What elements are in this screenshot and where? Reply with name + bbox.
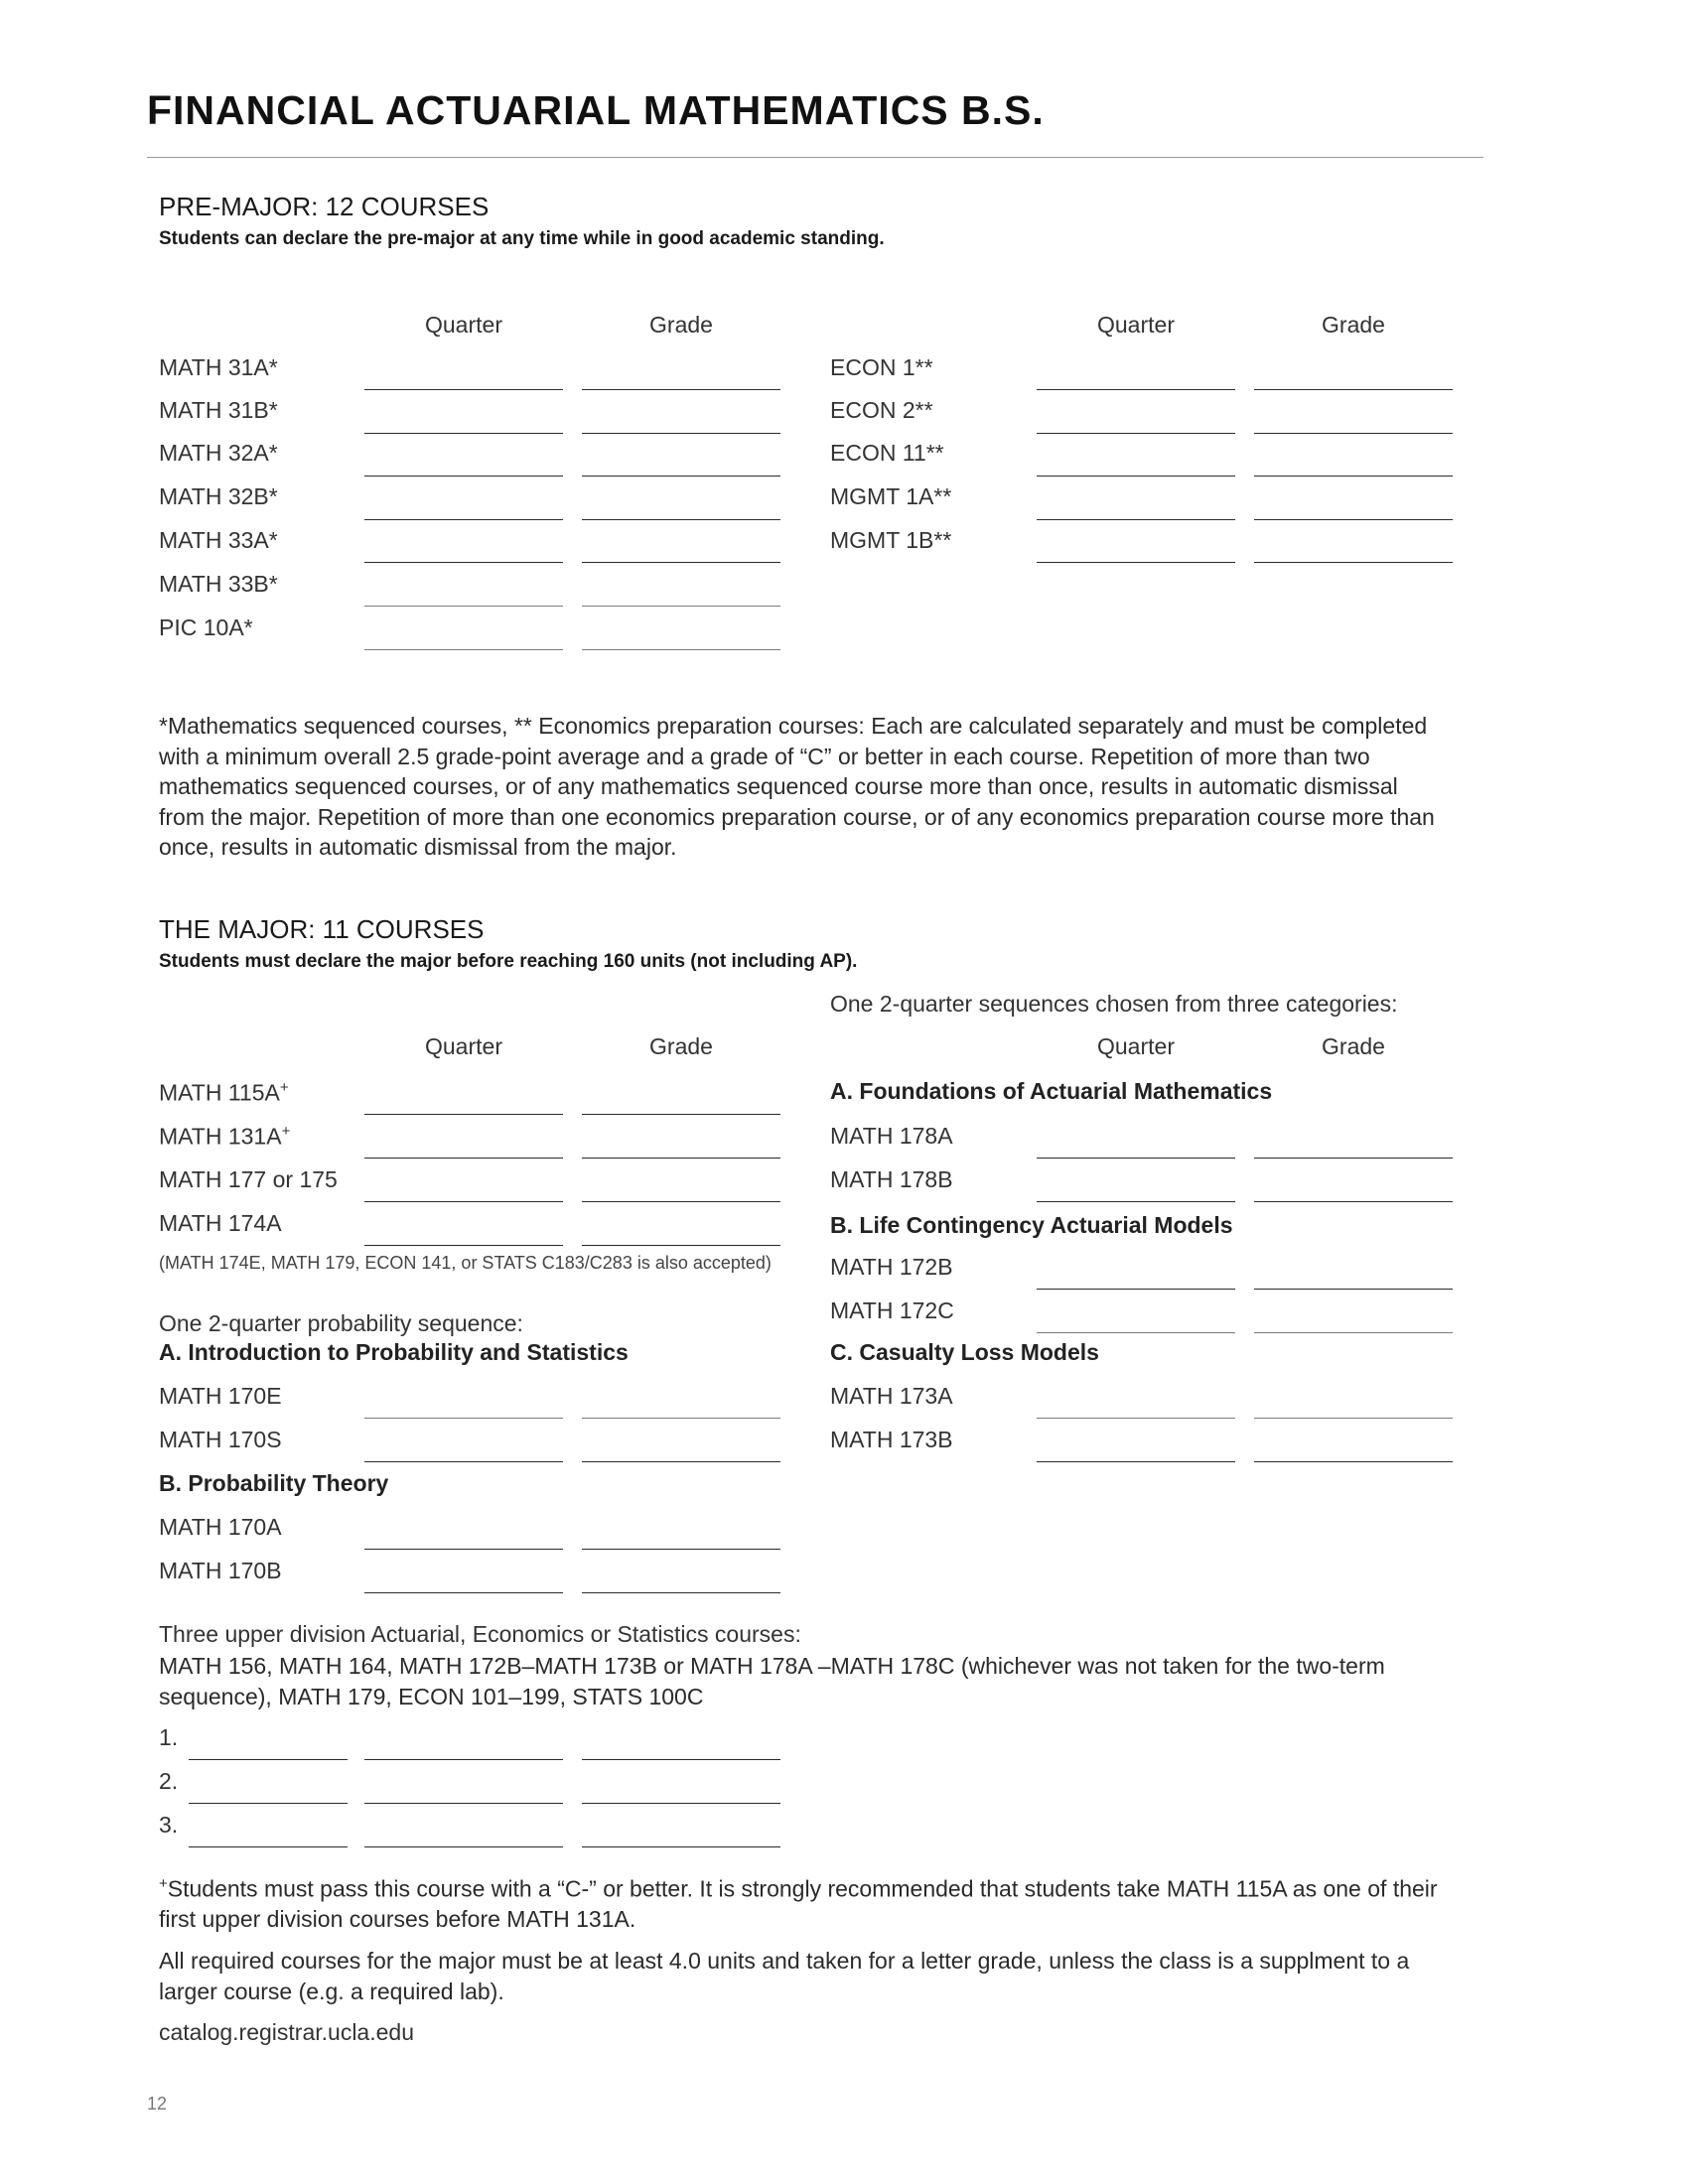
course-label: MATH 178A [830,1123,953,1149]
plus-footnote: +Students must pass this course with a “C-” or better. It is strongly recommended that students take MATH 115A as one of their first upper division courses before MATH 131A. [159,1875,1438,1933]
quarter-entry-line[interactable] [1037,519,1235,520]
premajor-note: *Mathematics sequenced courses, ** Economics preparation courses: Each are calculated separately and must be completed with a minimum overall 2.5 grade-point average and a grade of “C” or better in each course. Repetition of more than two mathematics sequenced courses, or of any mathematics sequenced course more than once, results in automatic dismissal from the major. Repetition of more than one economics preparation course, or of any economics preparation course more than once, results in automatic dismissal from the major. [159,713,1435,860]
quarter-entry-line[interactable] [1037,1201,1235,1202]
course-entry-line[interactable] [189,1846,348,1847]
quarter-entry-line[interactable] [1037,1332,1235,1333]
page-number: 12 [147,2094,168,2114]
grade-entry-line[interactable] [582,562,780,563]
quarter-entry-line[interactable] [1037,1289,1235,1290]
units-footnote: All required courses for the major must be at least 4.0 units and taken for a letter grade, unless the class is a supplment to a larger course (e.g. a required lab). [159,1948,1410,2004]
grade-entry-line[interactable] [582,649,780,650]
entry-number: 1. [159,1724,179,1750]
quarter-entry-line[interactable] [364,1759,563,1760]
course-label: MGMT 1B** [830,527,952,553]
course-label: MATH 173B [830,1427,953,1452]
title-divider [147,157,1483,158]
course-label: MATH 31A* [159,354,278,380]
grade-entry-line[interactable] [582,1759,780,1760]
grade-entry-line[interactable] [1254,1201,1453,1202]
course-label: MATH 33A* [159,527,278,553]
course-label: MATH 33B* [159,571,278,597]
course-label: MATH 170E [159,1383,282,1409]
quarter-entry-line[interactable] [364,1158,563,1159]
grade-entry-line[interactable] [582,1201,780,1202]
course-label: ECON 11** [830,440,944,466]
grade-entry-line[interactable] [1254,1158,1453,1159]
quarter-entry-line[interactable] [364,1803,563,1804]
course-label: MATH 32B* [159,483,278,509]
course-label: MATH 178B [830,1166,953,1192]
grade-entry-line[interactable] [1254,1461,1453,1462]
quarter-entry-line[interactable] [364,606,563,607]
quarter-entry-line[interactable] [364,389,563,390]
course-label: MATH 170S [159,1427,282,1452]
sequence-a-title: A. Foundations of Actuarial Mathematics [830,1078,1273,1104]
grade-entry-line[interactable] [582,476,780,477]
course-entry-line[interactable] [189,1803,348,1804]
quarter-entry-line[interactable] [364,1549,563,1550]
grade-entry-line[interactable] [1254,476,1453,477]
grade-entry-line[interactable] [1254,1418,1453,1419]
premajor-quarter-header-left: Quarter [425,312,502,338]
premajor-grade-header-right: Grade [1322,312,1385,338]
sequence-c-title: C. Casualty Loss Models [830,1339,1099,1365]
quarter-entry-line[interactable] [364,1201,563,1202]
grade-entry-line[interactable] [582,1461,780,1462]
course-label: MATH 131A+ [159,1123,291,1150]
premajor-quarter-header-right: Quarter [1097,312,1175,338]
grade-entry-line[interactable] [1254,519,1453,520]
grade-entry-line[interactable] [1254,1332,1453,1333]
course-label: MATH 177 or 175 [159,1166,338,1192]
quarter-entry-line[interactable] [364,433,563,434]
course-label: MGMT 1A** [830,483,952,509]
catalog-url[interactable]: catalog.registrar.ucla.edu [159,2019,414,2045]
course-label: ECON 2** [830,397,933,423]
probability-a-title: A. Introduction to Probability and Statistics [159,1339,629,1365]
major-grade-header-right: Grade [1322,1033,1385,1059]
major-quarter-header-right: Quarter [1097,1033,1175,1059]
course-label: MATH 32A* [159,440,278,466]
major-quarter-header-left: Quarter [425,1033,502,1059]
grade-entry-line[interactable] [582,1592,780,1593]
course-label: MATH 172B [830,1254,953,1280]
grade-entry-line[interactable] [1254,1289,1453,1290]
grade-entry-line[interactable] [582,1846,780,1847]
course-label: PIC 10A* [159,614,253,640]
grade-entry-line[interactable] [582,1158,780,1159]
quarter-entry-line[interactable] [364,1592,563,1593]
course-label: MATH 170A [159,1514,282,1540]
quarter-entry-line[interactable] [364,1418,563,1419]
premajor-grade-header-left: Grade [649,312,713,338]
quarter-entry-line[interactable] [364,562,563,563]
sequence-intro: One 2-quarter sequences chosen from three categories: [830,991,1398,1017]
grade-entry-line[interactable] [582,1245,780,1246]
course-label: MATH 115A+ [159,1079,289,1106]
entry-number: 3. [159,1812,179,1838]
grade-entry-line[interactable] [1254,562,1453,563]
grade-entry-line[interactable] [582,1549,780,1550]
sequence-b-title: B. Life Contingency Actuarial Models [830,1212,1233,1238]
core-alternatives-note: (MATH 174E, MATH 179, ECON 141, or STATS C183/C283 is also accepted) [159,1253,772,1273]
quarter-entry-line[interactable] [364,1114,563,1115]
major-heading: THE MAJOR: 11 COURSES [159,914,485,944]
major-subheading: Students must declare the major before reaching 160 units (not including AP). [159,951,858,972]
grade-entry-line[interactable] [582,1114,780,1115]
quarter-entry-line[interactable] [1037,389,1235,390]
quarter-entry-line[interactable] [364,1461,563,1462]
upper-division-intro: Three upper division Actuarial, Economics or Statistics courses: [159,1621,801,1647]
grade-entry-line[interactable] [1254,433,1453,434]
quarter-entry-line[interactable] [1037,1461,1235,1462]
course-entry-line[interactable] [189,1759,348,1760]
course-label: ECON 1** [830,354,933,380]
quarter-entry-line[interactable] [1037,433,1235,434]
premajor-subheading: Students can declare the pre-major at any time while in good academic standing. [159,228,885,249]
page-title: FINANCIAL ACTUARIAL MATHEMATICS B.S. [147,87,1045,133]
probability-intro: One 2-quarter probability sequence: [159,1310,523,1336]
course-label: MATH 31B* [159,397,278,423]
premajor-heading: PRE-MAJOR: 12 COURSES [159,192,490,221]
quarter-entry-line[interactable] [1037,1158,1235,1159]
course-label: MATH 173A [830,1383,953,1409]
grade-entry-line[interactable] [582,389,780,390]
course-label: MATH 170B [159,1558,282,1583]
grade-entry-line[interactable] [1254,389,1453,390]
quarter-entry-line[interactable] [364,649,563,650]
quarter-entry-line[interactable] [1037,1418,1235,1419]
quarter-entry-line[interactable] [364,1245,563,1246]
entry-number: 2. [159,1768,179,1794]
probability-b-title: B. Probability Theory [159,1470,389,1496]
quarter-entry-line[interactable] [1037,476,1235,477]
quarter-entry-line[interactable] [364,1846,563,1847]
grade-entry-line[interactable] [582,606,780,607]
grade-entry-line[interactable] [582,433,780,434]
course-label: MATH 172C [830,1297,954,1323]
quarter-entry-line[interactable] [364,476,563,477]
course-label: MATH 174A [159,1210,282,1236]
quarter-entry-line[interactable] [364,519,563,520]
grade-entry-line[interactable] [582,1803,780,1804]
grade-entry-line[interactable] [582,1418,780,1419]
quarter-entry-line[interactable] [1037,562,1235,563]
grade-entry-line[interactable] [582,519,780,520]
upper-division-list: MATH 156, MATH 164, MATH 172B–MATH 173B or MATH 178A –MATH 178C (whichever was not taken for the two-term sequence), MATH 179, ECON 101–199, STATS 100C [159,1653,1385,1709]
major-grade-header-left: Grade [649,1033,713,1059]
